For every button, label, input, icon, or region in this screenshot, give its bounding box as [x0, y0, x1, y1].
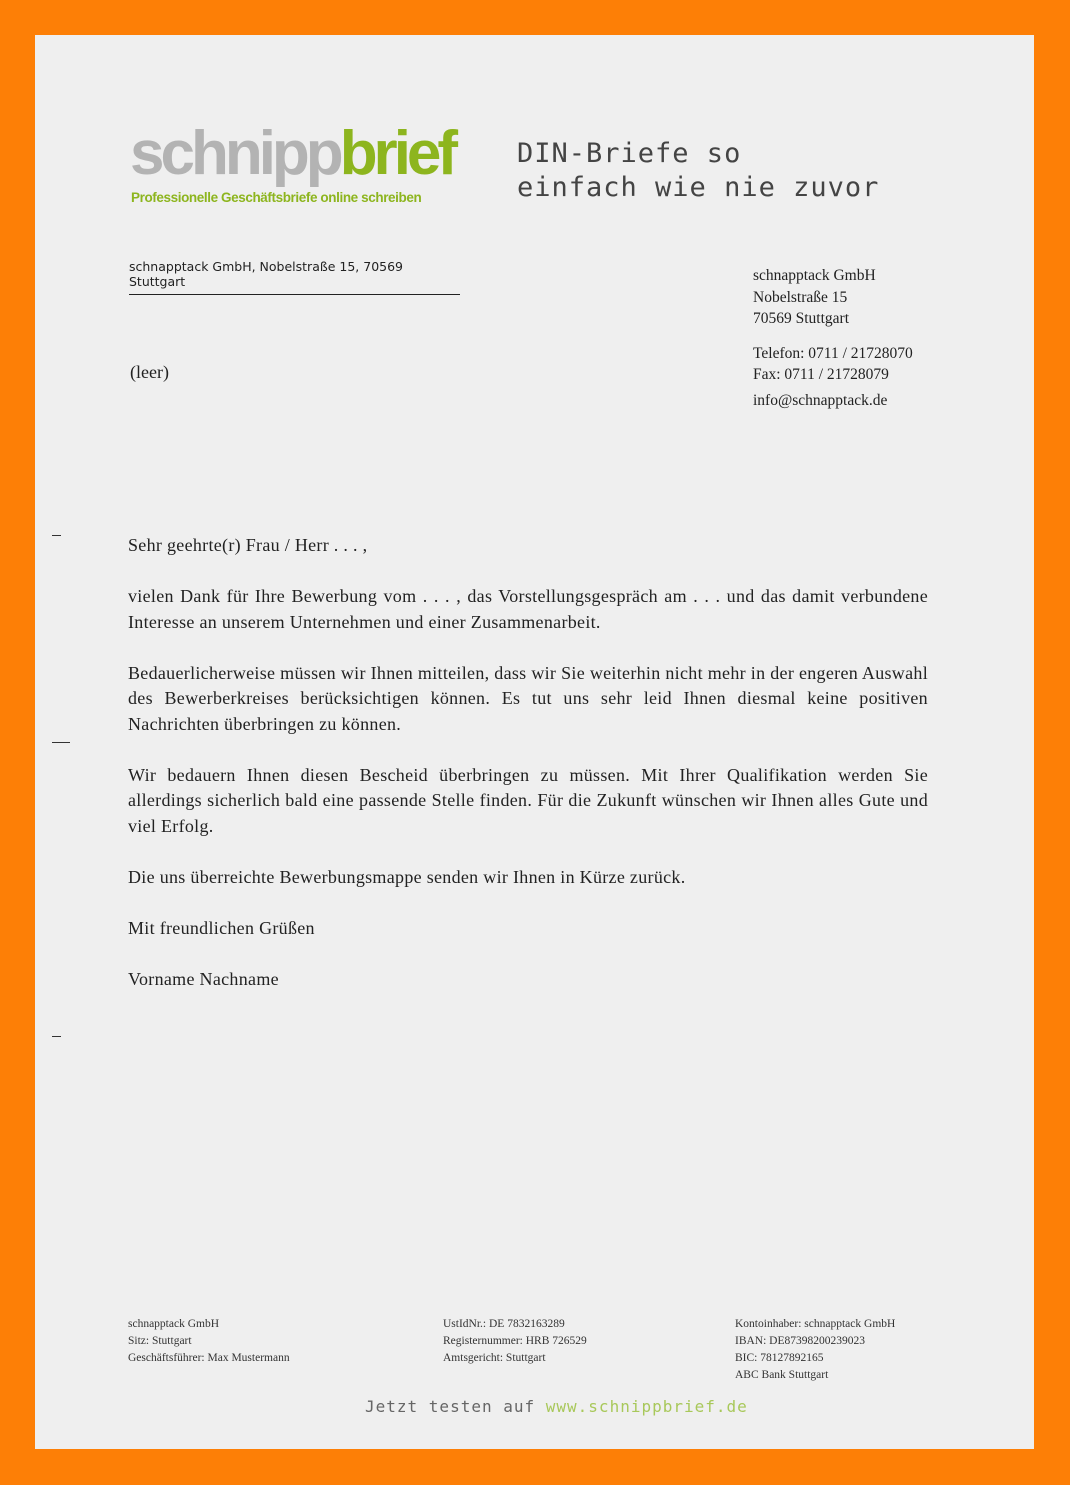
footer-line: IBAN: DE87398200239023	[735, 1335, 866, 1347]
footer-registration	[443, 1316, 587, 1367]
footer-line: ABC Bank Stuttgart	[735, 1369, 829, 1381]
promo-line	[365, 1397, 748, 1416]
footer-line: Kontoinhaber: schnapptack GmbH	[735, 1318, 896, 1330]
slogan	[517, 137, 879, 205]
logo	[130, 119, 455, 188]
paragraph: Bedauerlicherweise müssen wir Ihnen mitteilen, dass wir Sie weiterhin nicht mehr in der engeren Auswahl des Bewerberkreises berücksichtigen können. Es tut uns sehr leid Ihnen diesmal keine positiven Nachrichten überbringen zu können.	[128, 662, 928, 734]
recipient-address: (leer)	[130, 362, 169, 382]
sender-return-line: schnapptack GmbH, Nobelstraße 15, 70569 Stuttgart	[129, 259, 460, 295]
phone: Telefon: 0711 / 21728070	[753, 344, 913, 362]
salutation: Sehr geehrte(r) Frau / Herr . . . ,	[128, 535, 368, 555]
fold-mark	[52, 535, 61, 536]
paragraph: Wir bedauern Ihnen diesen Bescheid überbringen zu müssen. Mit Ihrer Qualifikation werden Sie allerdings sicherlich bald eine passende Stelle finden. Für die Zukunft wünschen wir Ihnen alles Gute und viel Erfolg.	[128, 764, 928, 836]
footer-company	[128, 1316, 290, 1367]
footer-line: BIC: 78127892165	[735, 1352, 824, 1364]
sender-address	[753, 265, 913, 411]
street: Nobelstraße 15	[753, 288, 848, 306]
logo-part2: brief	[339, 119, 455, 188]
footer-line: schnapptack GmbH	[128, 1318, 220, 1330]
footer-line: Amtsgericht: Stuttgart	[443, 1352, 546, 1364]
letter-body	[128, 533, 928, 1018]
fold-mark	[52, 1036, 61, 1037]
logo-part1: schnipp	[130, 119, 340, 188]
footer-line: Geschäftsführer: Max Mustermann	[128, 1352, 290, 1364]
paragraph: Die uns überreichte Bewerbungsmappe senden wir Ihnen in Kürze zurück.	[128, 866, 686, 887]
letter-page	[35, 35, 1034, 1449]
promo-link[interactable]: www.schnippbrief.de	[545, 1397, 748, 1416]
slogan-line2: einfach wie nie zuvor	[517, 172, 880, 203]
footer-bank	[735, 1316, 895, 1384]
footer-line: Registernummer: HRB 726529	[443, 1335, 587, 1347]
signature: Vorname Nachname	[128, 968, 279, 989]
paragraph: vielen Dank für Ihre Bewerbung vom . . . , das Vorstellungsgespräch am . . . und das damit verbundene Interesse an unserem Unternehmen und einer Zusammenarbeit.	[128, 586, 928, 632]
slogan-line1: DIN-Briefe so	[517, 138, 742, 169]
closing: Mit freundlichen Grüßen	[128, 917, 315, 938]
fax: Fax: 0711 / 21728079	[753, 366, 889, 383]
footer-line: UstIdNr.: DE 7832163289	[443, 1318, 565, 1330]
logo-tagline: Professionelle Geschäftsbriefe online schreiben	[131, 190, 422, 205]
footer-line: Sitz: Stuttgart	[128, 1335, 192, 1347]
city: 70569 Stuttgart	[753, 310, 850, 327]
company: schnapptack GmbH	[753, 267, 876, 284]
promo-text: Jetzt testen auf	[365, 1397, 546, 1416]
punch-mark	[52, 742, 70, 743]
email: info@schnapptack.de	[753, 391, 888, 409]
